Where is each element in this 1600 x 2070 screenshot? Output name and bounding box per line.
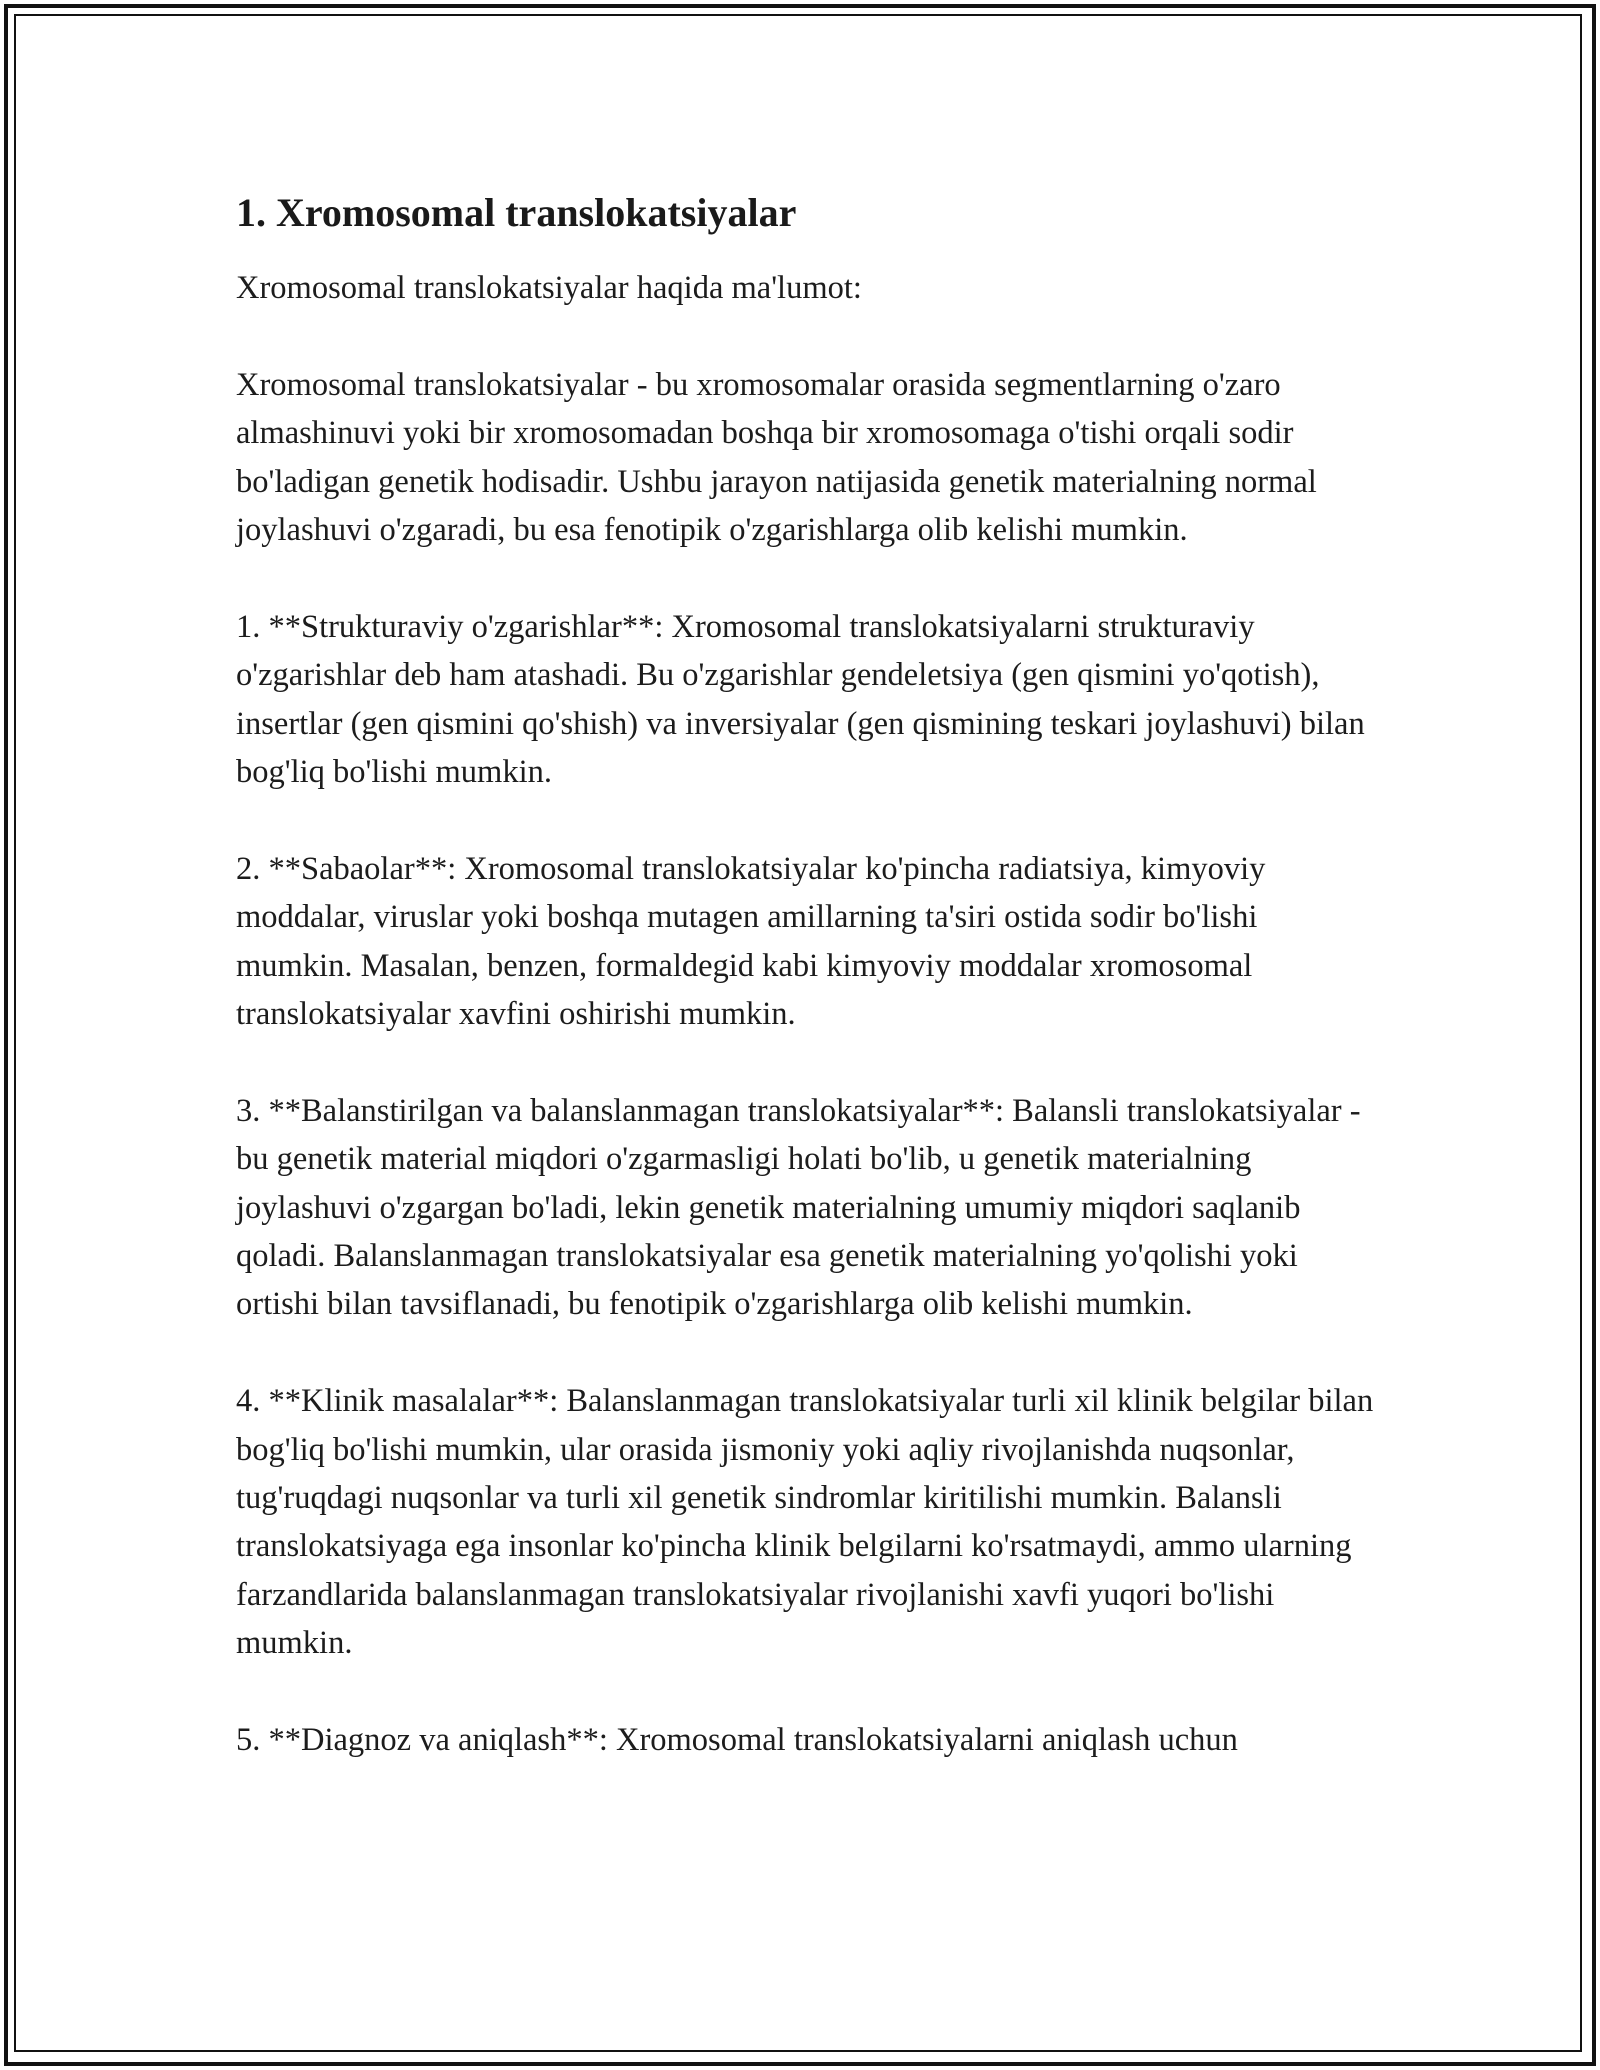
list-item-diagnosis: 5. **Diagnoz va aniqlash**: Xromosomal translokatsiyalarni aniqlash uchun <box>236 1722 1238 1759</box>
list-item-structural-changes: 1. **Strukturaviy o'zgarishlar**: Xromosomal translokatsiyalarni strukturaviy o'zgarishlar deb ham atashadi. Bu o'zgarishlar gendeletsiya (gen qismini yo'qotish), insertlar (gen qismini qo'shish) va inversiyalar (gen qismining teskari joylashuvi) bilan bog'liq bo'lishi mumkin. <box>236 608 1365 791</box>
document-body <box>236 184 1376 1813</box>
document-heading: 1. Xromosomal translokatsiyalar <box>236 190 797 235</box>
list-item-clinical-issues: 4. **Klinik masalalar**: Balanslanmagan translokatsiyalar turli xil klinik belgilar bilan bog'liq bo'lishi mumkin, ular orasida jismoniy yoki aqliy rivojlanishda nuqsonlar, tug'ruqdagi nuqsonlar va turli xil genetik sindromlar kiritilishi mumkin. Balansli translokatsiyaga ega insonlar ko'pincha klinik belgilarni ko'rsatmaydi, ammo ularning farzandlarida balanslanmagan translokatsiyalar rivojlanishi xavfi yuqori bo'lishi mumkin. <box>236 1383 1374 1662</box>
definition-paragraph: Xromosomal translokatsiyalar - bu xromosomalar orasida segmentlarning o'zaro almashinuvi yoki bir xromosomadan boshqa bir xromosomaga o'tishi orqali sodir bo'ladigan genetik hodisadir. Ushbu jarayon natijasida genetik materialning normal joylashuvi o'zgaradi, bu esa fenotipik o'zgarishlarga olib kelishi mumkin. <box>236 366 1317 549</box>
list-item-balanced-unbalanced: 3. **Balanstirilgan va balanslanmagan translokatsiyalar**: Balansli translokatsiyalar - bu genetik material miqdori o'zgarmasligi holati bo'lib, u genetik materialning joylashuvi o'zgargan bo'ladi, lekin genetik materialning umumiy miqdori saqlanib qoladi. Balanslanmagan translokatsiyalar esa genetik materialning yo'qolishi yoki ortishi bilan tavsiflanadi, bu fenotipik o'zgarishlarga olib kelishi mumkin. <box>236 1092 1361 1323</box>
list-item-causes: 2. **Sabaolar**: Xromosomal translokatsiyalar ko'pincha radiatsiya, kimyoviy moddalar, viruslar yoki boshqa mutagen amillarning ta'siri ostida sodir bo'lishi mumkin. Masalan, benzen, formaldegid kabi kimyoviy moddalar xromosomal translokatsiyalar xavfini oshirishi mumkin. <box>236 850 1266 1033</box>
intro-line: Xromosomal translokatsiyalar haqida ma'lumot: <box>236 270 862 306</box>
